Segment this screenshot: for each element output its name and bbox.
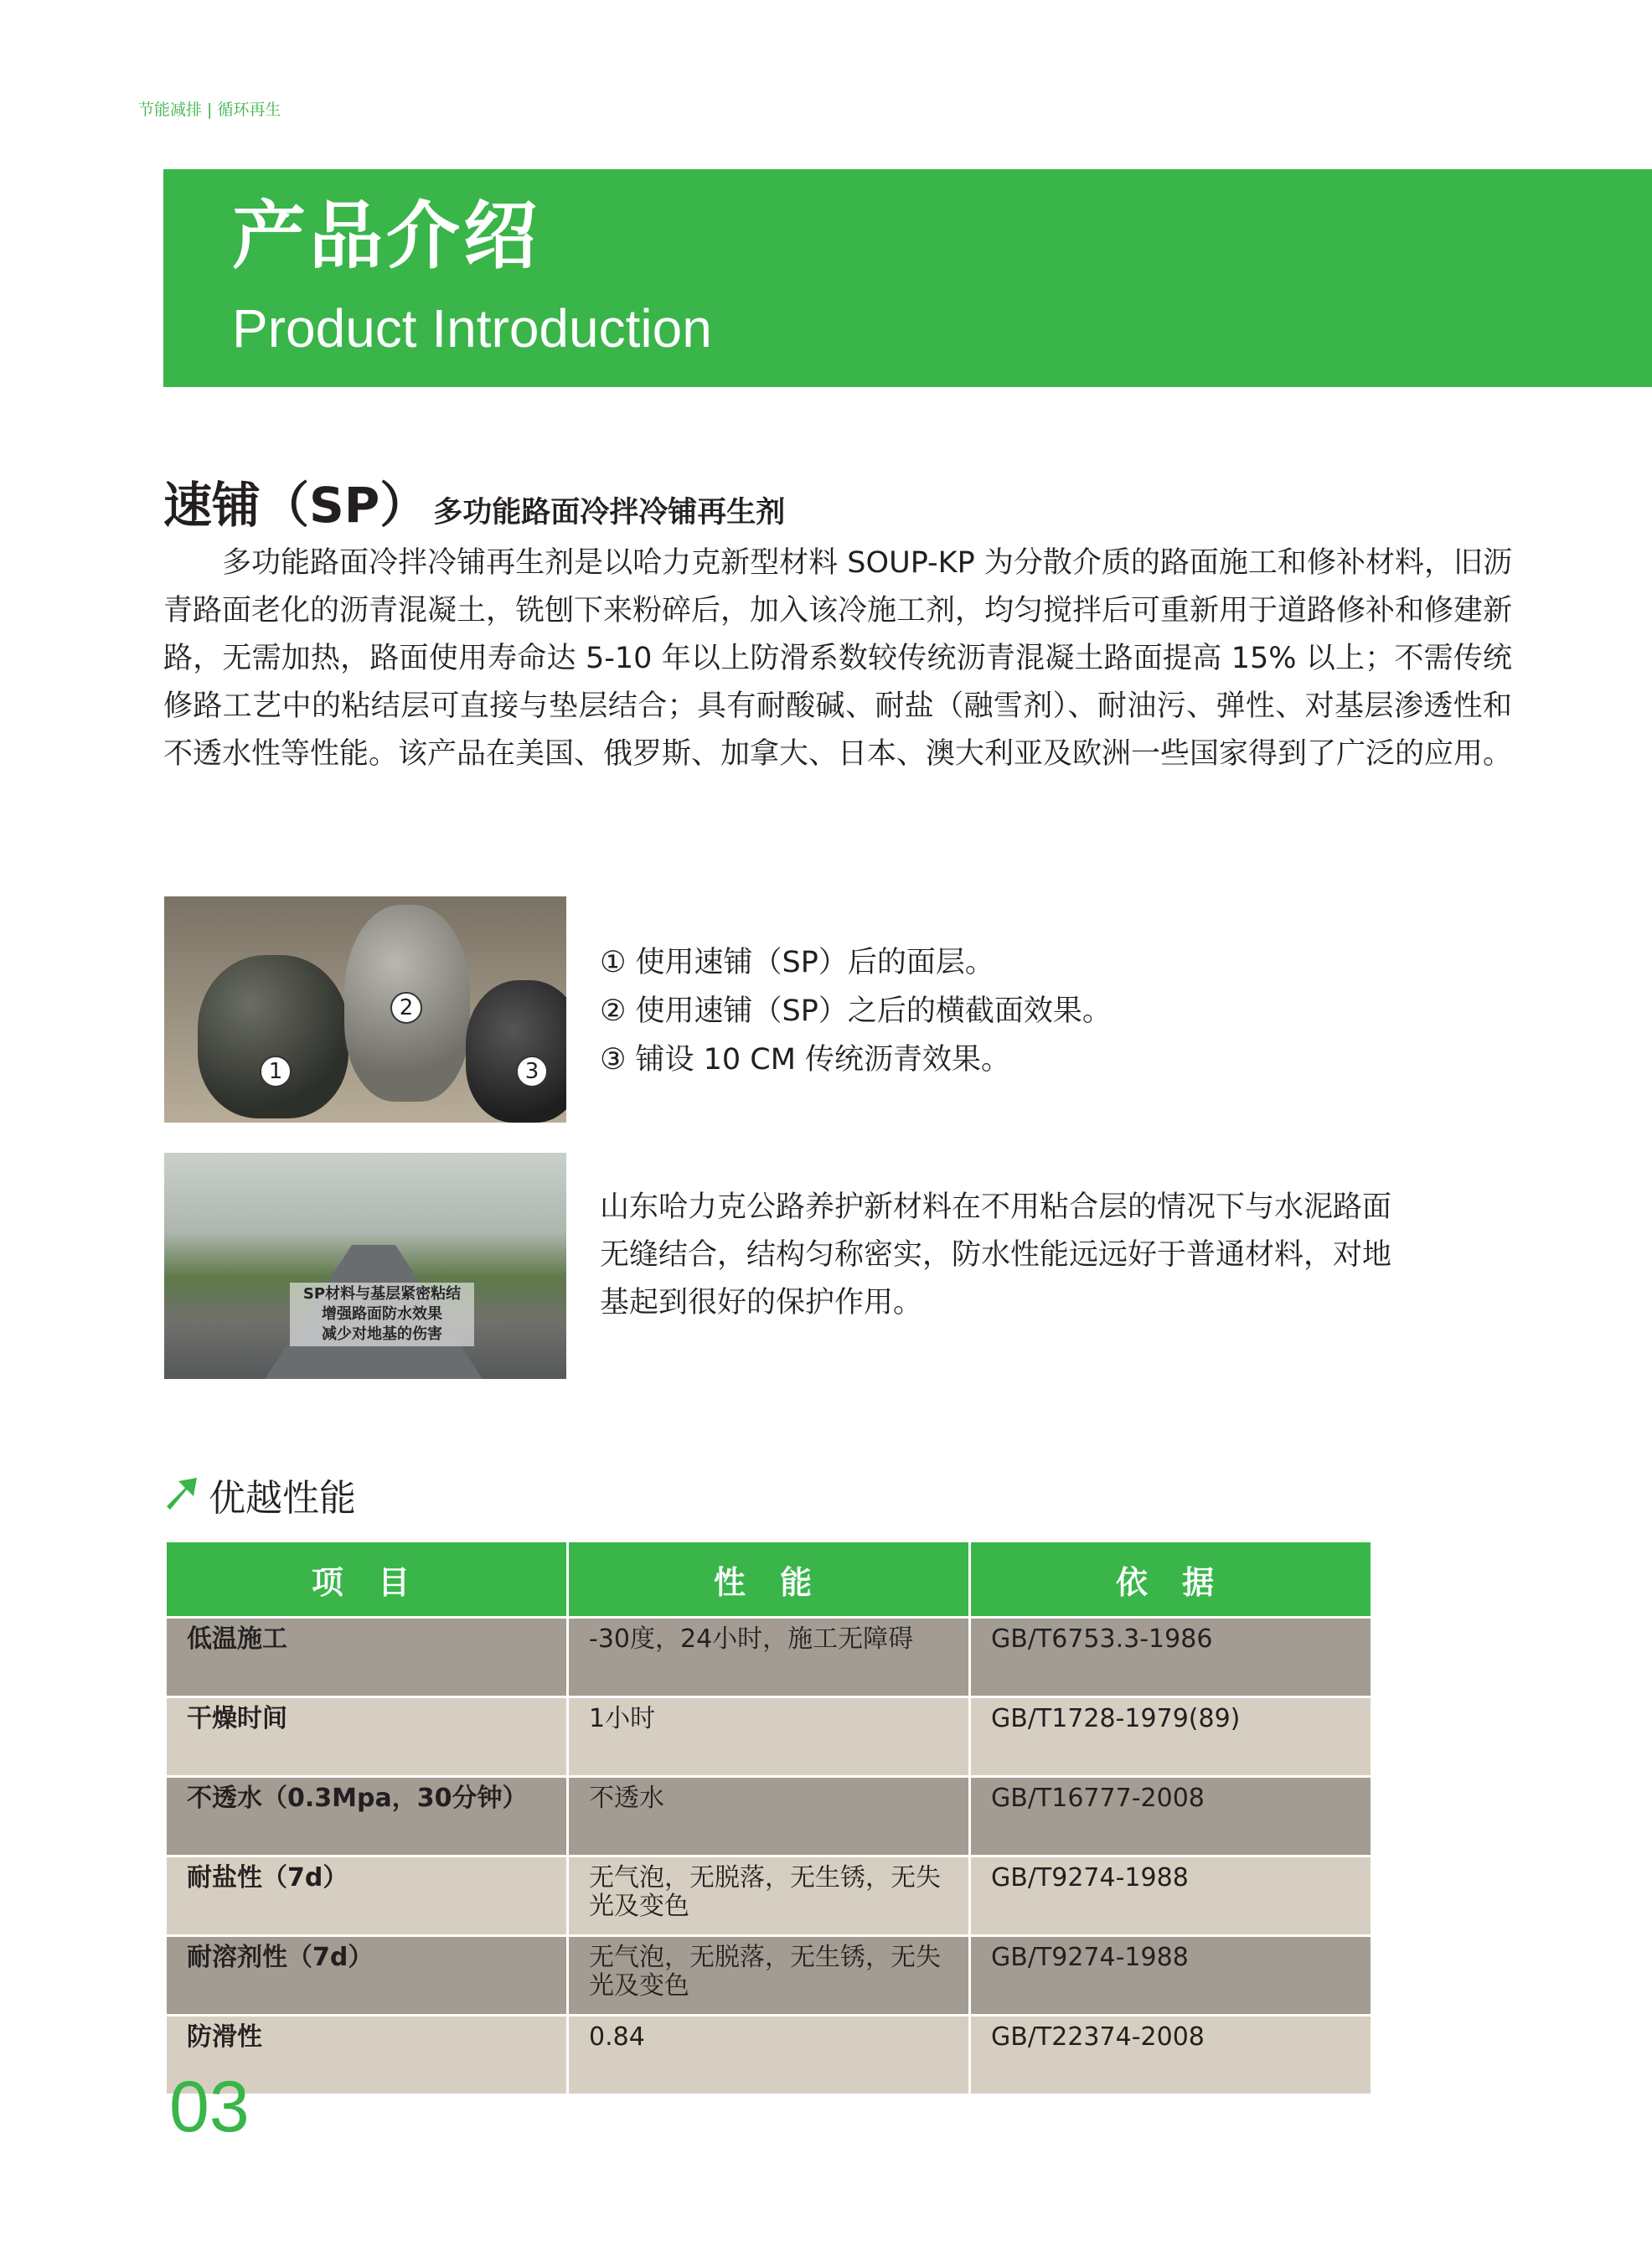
product-title — [163, 466, 785, 536]
photo-badge-1: 1 — [260, 1056, 292, 1087]
table-header-item: 项 目 — [166, 1541, 568, 1618]
core-sample-3 — [466, 980, 566, 1123]
photo-badge-2: 2 — [390, 992, 422, 1024]
table-row — [166, 2016, 1372, 2095]
cell-item: 低温施工 — [166, 1618, 568, 1697]
photo-notes-list — [600, 938, 1112, 1084]
table-row — [166, 1697, 1372, 1777]
cell-basis: GB/T16777-2008 — [970, 1777, 1372, 1856]
cell-basis: GB/T9274-1988 — [970, 1936, 1372, 2016]
cell-performance: 无气泡，无脱落，无生锈，无失光及变色 — [568, 1856, 970, 1936]
table-row — [166, 1618, 1372, 1697]
cell-basis: GB/T9274-1988 — [970, 1856, 1372, 1936]
table-header-row — [166, 1541, 1372, 1618]
banner-title-en: Product Introduction — [232, 298, 712, 359]
caption-line: 减少对地基的伤害 — [322, 1325, 442, 1343]
title-banner — [163, 169, 1652, 387]
caption-line: SP材料与基层紧密粘结 — [302, 1285, 462, 1303]
photo-note: ③ 铺设 10 CM 传统沥青效果。 — [600, 1043, 1011, 1077]
cell-performance: 无气泡，无脱落，无生锈，无失光及变色 — [568, 1936, 970, 2016]
banner-title-zh: 产品介绍 — [232, 193, 541, 279]
photo-badge-3: 3 — [516, 1056, 548, 1087]
table-header-basis: 依 据 — [970, 1541, 1372, 1618]
core-sample-1 — [198, 955, 348, 1118]
table-row — [166, 1936, 1372, 2016]
performance-table — [164, 1540, 1373, 2096]
cell-performance: -30度，24小时，施工无障碍 — [568, 1618, 970, 1697]
product-intro: 多功能路面冷拌冷铺再生剂是以哈力克新型材料 SOUP-KP 为分散介质的路面施工和修补材料，旧沥青路面老化的沥青混凝土，铣刨下来粉碎后，加入该冷施工剂，均匀搅拌后可重新用于道路修补和修建新路，无需加热，路面使用寿命达 5-10 年以上防滑系数较传统沥青混凝土路面提高 15% 以上；不需传统修路工艺中的粘结层可直接与垫层结合；具有耐酸碱、耐盐（融雪剂）、耐油污、弹性、对基层渗透性和不透水性等性能。该产品在美国、俄罗斯、加拿大、日本、澳大利亚及欧洲一些国家得到了广泛的应用。 — [163, 546, 1513, 771]
cell-performance: 0.84 — [568, 2016, 970, 2095]
cell-basis: GB/T6753.3-1986 — [970, 1618, 1372, 1697]
header-tagline: 节能减排 | 循环再生 — [138, 101, 281, 119]
core-samples-photo — [164, 896, 566, 1123]
cell-item: 防滑性 — [166, 2016, 568, 2095]
caption-line: 增强路面防水效果 — [322, 1305, 442, 1323]
table-row — [166, 1777, 1372, 1856]
photo-note: ② 使用速铺（SP）之后的横截面效果。 — [600, 994, 1112, 1028]
product-title-main: 速铺（SP） — [163, 477, 429, 534]
page-number: 03 — [169, 2067, 250, 2147]
arrow-up-right-icon — [163, 1474, 200, 1511]
product-title-sub: 多功能路面冷拌冷铺再生剂 — [433, 496, 786, 529]
table-header-performance: 性 能 — [568, 1541, 970, 1618]
cell-performance: 不透水 — [568, 1777, 970, 1856]
road-photo-caption — [290, 1283, 474, 1346]
photo-note: ① 使用速铺（SP）后的面层。 — [600, 946, 994, 979]
cell-item: 不透水（0.3Mpa，30分钟） — [166, 1777, 568, 1856]
cell-basis: GB/T22374-2008 — [970, 2016, 1372, 2095]
cell-item: 耐溶剂性（7d） — [166, 1936, 568, 2016]
cell-basis: GB/T1728-1979(89) — [970, 1697, 1372, 1777]
cell-performance: 1小时 — [568, 1697, 970, 1777]
cell-item: 耐盐性（7d） — [166, 1856, 568, 1936]
table-row — [166, 1856, 1372, 1936]
road-photo — [164, 1153, 566, 1379]
cell-item: 干燥时间 — [166, 1697, 568, 1777]
road-description: 山东哈力克公路养护新材料在不用粘合层的情况下与水泥路面无缝结合，结构匀称密实，防水性能远远好于普通材料，对地基起到很好的保护作用。 — [600, 1190, 1392, 1319]
section-title: 优越性能 — [209, 1477, 356, 1520]
